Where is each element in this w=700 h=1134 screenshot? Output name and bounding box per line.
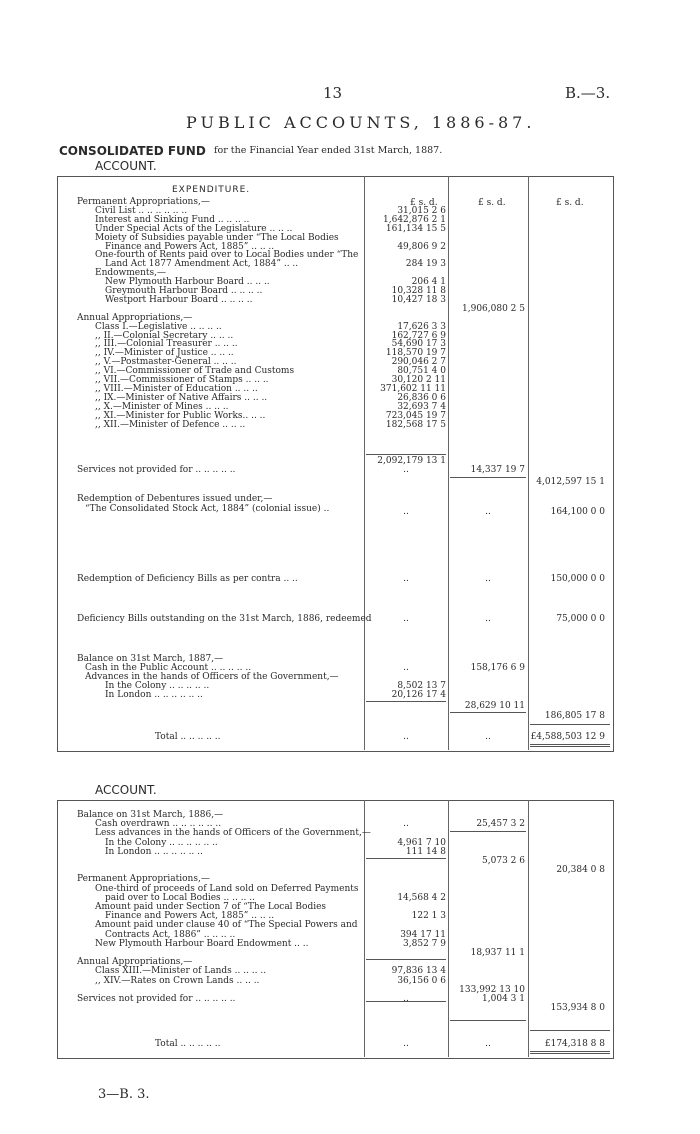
dots: .. — [403, 663, 409, 673]
deficiency-outstanding-amount: 75,000 0 0 — [556, 614, 605, 624]
table-row-amount: 31,015 2 6 — [397, 205, 446, 216]
advances-label: Advances in the hands of Officers of the Government,— — [85, 672, 339, 682]
table-row-amount: 206 4 1 — [411, 277, 446, 288]
table-row-label: Balance on 31st March, 1886,— — [77, 810, 224, 820]
expenditure-heading: EXPENDITURE. — [172, 185, 251, 195]
table-row-amount: 4,961 7 10 — [397, 837, 446, 848]
table-row-label: Class XIII.—Minister of Lands .. .. .. .. — [95, 966, 267, 977]
table-row-label: Cash overdrawn .. .. .. .. .. .. — [95, 819, 222, 830]
footer-reference: 3—B. 3. — [98, 1087, 150, 1102]
table-row-amount: 17,626 3 3 — [397, 321, 446, 332]
dots: .. — [485, 732, 491, 742]
table-row-label: ,, III.—Colonial Treasurer .. .. .. — [95, 339, 238, 350]
table-row-label: Endowments,— — [95, 268, 167, 279]
table-row-amount: 723,045 19 7 — [385, 410, 446, 421]
receipts-grand-total: £174,318 8 8 — [544, 1039, 605, 1049]
advances-total: 28,629 10 11 — [464, 701, 525, 711]
table-row-subtotal: 18,937 11 1 — [470, 948, 525, 958]
table-row-label: Permanent Appropriations,— — [77, 197, 210, 207]
table-row-label: paid over to Local Bodies .. .. .. .. — [105, 892, 256, 903]
table-row-amount: 162,727 6 9 — [391, 330, 446, 341]
dots: .. — [403, 732, 409, 742]
table-row-label: ,, V.—Postmaster-General .. .. .. — [95, 357, 237, 368]
table-row-label: Permanent Appropriations,— — [77, 874, 210, 885]
dots: .. — [403, 465, 409, 475]
table-row-amount: 111 14 8 — [405, 846, 446, 857]
table-row-amount: 14,568 4 2 — [397, 892, 446, 903]
table-row-amount: 394 17 11 — [400, 929, 446, 940]
table-row-label: Amount paid under clause 40 of “The Special Powers and — [95, 920, 358, 931]
advances-london-label: In London .. .. .. .. .. .. — [105, 690, 203, 700]
table-row-label: Finance and Powers Act, 1885” .. .. .. — [105, 241, 275, 252]
table-row-label: ,, XII.—Minister of Defence .. .. .. — [95, 419, 246, 430]
dots: .. — [485, 574, 491, 584]
table-row-label: Annual Appropriations,— — [77, 957, 193, 968]
table-row-label: ,, XIV.—Rates on Crown Lands .. .. .. — [95, 975, 260, 986]
col-head-b: £ s. d. — [478, 198, 506, 208]
table-row-subtotal: 25,457 3 2 — [476, 819, 525, 830]
cash-public-account-label: Cash in the Public Account .. .. .. .. .. — [85, 663, 252, 673]
table-row-label: Contracts Act, 1886” .. .. .. .. — [105, 929, 236, 940]
annual-appropriations-total: 2,092,179 13 1 — [377, 456, 446, 466]
dots: .. — [403, 614, 409, 624]
account-heading-expenditure: ACCOUNT. — [95, 159, 157, 173]
table-row-label: Interest and Sinking Fund .. .. .. .. — [95, 214, 250, 225]
redemption-debentures-label: Redemption of Debentures issued under,— — [77, 494, 273, 504]
expenditure-subtotal: 4,012,597 15 1 — [536, 477, 605, 487]
table-row-amount: 284 19 3 — [405, 259, 446, 270]
redemption-deficiency-label: Redemption of Deficiency Bills as per contra .. .. — [77, 574, 298, 584]
redemption-debentures-act: “The Consolidated Stock Act, 1884” (colonial issue) .. — [85, 504, 330, 514]
table-row-label: ,, IV.—Minister of Justice .. .. .. — [95, 348, 234, 359]
table-row-amount: 54,690 17 3 — [391, 339, 446, 350]
table-row-amount: 97,836 13 4 — [391, 966, 446, 977]
table-row-amount: 49,806 9 2 — [397, 241, 446, 252]
table-row-amount: 371,602 11 11 — [380, 383, 446, 394]
col-head-c: £ s. d. — [556, 198, 584, 208]
dots: .. — [485, 507, 491, 517]
advances-london-amount: 20,126 17 4 — [391, 690, 446, 700]
table-row-subtotal: 1,906,080 2 5 — [462, 303, 525, 314]
table-row-amount: 290,046 2 7 — [391, 357, 446, 368]
redemption-debentures-amount: 164,100 0 0 — [550, 507, 605, 517]
table-row-label: In the Colony .. .. .. .. .. .. — [105, 837, 218, 848]
dots: .. — [485, 1039, 491, 1049]
table-row-label: ,, VI.—Commissioner of Trade and Customs — [95, 366, 295, 377]
redemption-deficiency-amount: 150,000 0 0 — [550, 574, 605, 584]
advances-colony-amount: 8,502 13 7 — [397, 681, 446, 691]
col-head-a: £ s. d. — [410, 198, 438, 208]
table-row-amount: 3,852 7 9 — [403, 938, 446, 949]
table-row-label: Westport Harbour Board .. .. .. .. — [105, 294, 253, 305]
account-heading-receipts: ACCOUNT. — [95, 783, 157, 797]
dots: .. — [403, 574, 409, 584]
balance-1887-amount: 186,805 17 8 — [544, 711, 605, 721]
table-row-label: Services not provided for .. .. .. .. .. — [77, 994, 236, 1004]
dots: .. — [403, 507, 409, 517]
table-row-amount: 26,836 0 6 — [397, 392, 446, 403]
table-row-amount: 161,134 15 5 — [385, 223, 446, 234]
table-row-label: ,, X.—Minister of Mines .. .. .. — [95, 401, 229, 412]
table-row-label: Amount paid under Section 7 of “The Local Bodies — [95, 902, 327, 912]
table-row-subtotal: 133,992 13 10 — [459, 984, 525, 995]
table-row-amount: 1,642,876 2 1 — [383, 214, 446, 225]
table-row-label: New Plymouth Harbour Board Endowment .. .. — [95, 938, 309, 949]
table-row-total: 20,384 0 8 — [556, 865, 605, 876]
table-row-amount: 30,120 2 11 — [391, 375, 446, 385]
expenditure-grand-total: £4,588,503 12 9 — [530, 732, 605, 742]
table-row-label: Greymouth Harbour Board .. .. .. .. — [105, 286, 263, 296]
table-row-amount: 80,751 4 0 — [397, 366, 446, 377]
document-reference: B.—3. — [565, 84, 611, 102]
table-row-label: ,, IX.—Minister of Native Affairs .. .. .. — [95, 392, 268, 403]
table-row-label: Civil List .. .. .. .. .. .. — [95, 205, 188, 216]
fund-heading: CONSOLIDATED FUND — [59, 144, 206, 158]
table-row-label: New Plymouth Harbour Board .. .. .. — [105, 277, 270, 288]
table-row-label: Class I.—Legislative .. .. .. .. — [95, 321, 222, 332]
table-row-amount: 10,427 18 3 — [391, 294, 446, 305]
balance-1887-label: Balance on 31st March, 1887,— — [77, 654, 224, 664]
fund-subheading: for the Financial Year ended 31st March, 1887. — [214, 145, 443, 156]
table-row-subtotal: 1,004 3 1 — [482, 994, 525, 1004]
table-row-label: ,, II.—Colonial Secretary .. .. .. — [95, 330, 234, 341]
table-row-subtotal: 5,073 2 6 — [482, 856, 525, 866]
table-row-label: Land Act 1877 Amendment Act, 1884” .. .. — [105, 259, 299, 270]
table-row-label: Finance and Powers Act, 1885” .. .. .. — [105, 911, 275, 922]
dots: .. — [403, 994, 409, 1004]
dots: .. — [403, 819, 409, 830]
table-row-amount: 118,570 19 7 — [385, 348, 446, 359]
table-row-label: ,, VIII.—Minister of Education .. .. .. — [95, 383, 258, 394]
dots: .. — [485, 614, 491, 624]
table-row-label: One-fourth of Rents paid over to Local Bodies under “The — [95, 250, 359, 261]
advances-colony-label: In the Colony .. .. .. .. .. — [105, 681, 210, 691]
table-row-total: 153,934 8 0 — [550, 1003, 605, 1014]
table-row-label: ,, XI.—Minister for Public Works.. .. .. — [95, 410, 266, 421]
receipts-total-label: Total .. .. .. .. .. — [155, 1039, 221, 1049]
page-title: PUBLIC ACCOUNTS, 1886-87. — [186, 113, 536, 132]
table-row-label: Less advances in the hands of Officers of the Government,— — [95, 828, 371, 839]
table-row-label: ,, VII.—Commissioner of Stamps .. .. .. — [95, 375, 269, 385]
table-row-label: In London .. .. .. .. .. .. — [105, 846, 203, 857]
services-not-provided-label: Services not provided for .. .. .. .. .. — [77, 465, 236, 475]
cash-public-account-amount: 158,176 6 9 — [470, 663, 525, 673]
deficiency-outstanding-label: Deficiency Bills outstanding on the 31st March, 1886, redeemed — [77, 614, 372, 624]
table-row-label: Moiety of Subsidies payable under “The Local Bodies — [95, 232, 339, 243]
table-row-amount: 36,156 0 6 — [397, 975, 446, 986]
table-row-amount: 32,693 7 4 — [397, 401, 446, 412]
table-row-amount: 122 1 3 — [411, 911, 446, 922]
table-row-amount: 10,328 11 8 — [391, 286, 446, 296]
table-row-label: Under Special Acts of the Legislature .. .. .. — [95, 223, 293, 234]
page-number: 13 — [323, 84, 343, 102]
expenditure-total-label: Total .. .. .. .. .. — [155, 732, 221, 742]
services-not-provided-amount: 14,337 19 7 — [470, 465, 525, 475]
table-row-amount: 182,568 17 5 — [385, 419, 446, 430]
table-row-label: Annual Appropriations,— — [77, 312, 193, 323]
dots: .. — [403, 1039, 409, 1049]
table-row-label: One-third of proceeds of Land sold on Deferred Payments — [95, 883, 359, 894]
